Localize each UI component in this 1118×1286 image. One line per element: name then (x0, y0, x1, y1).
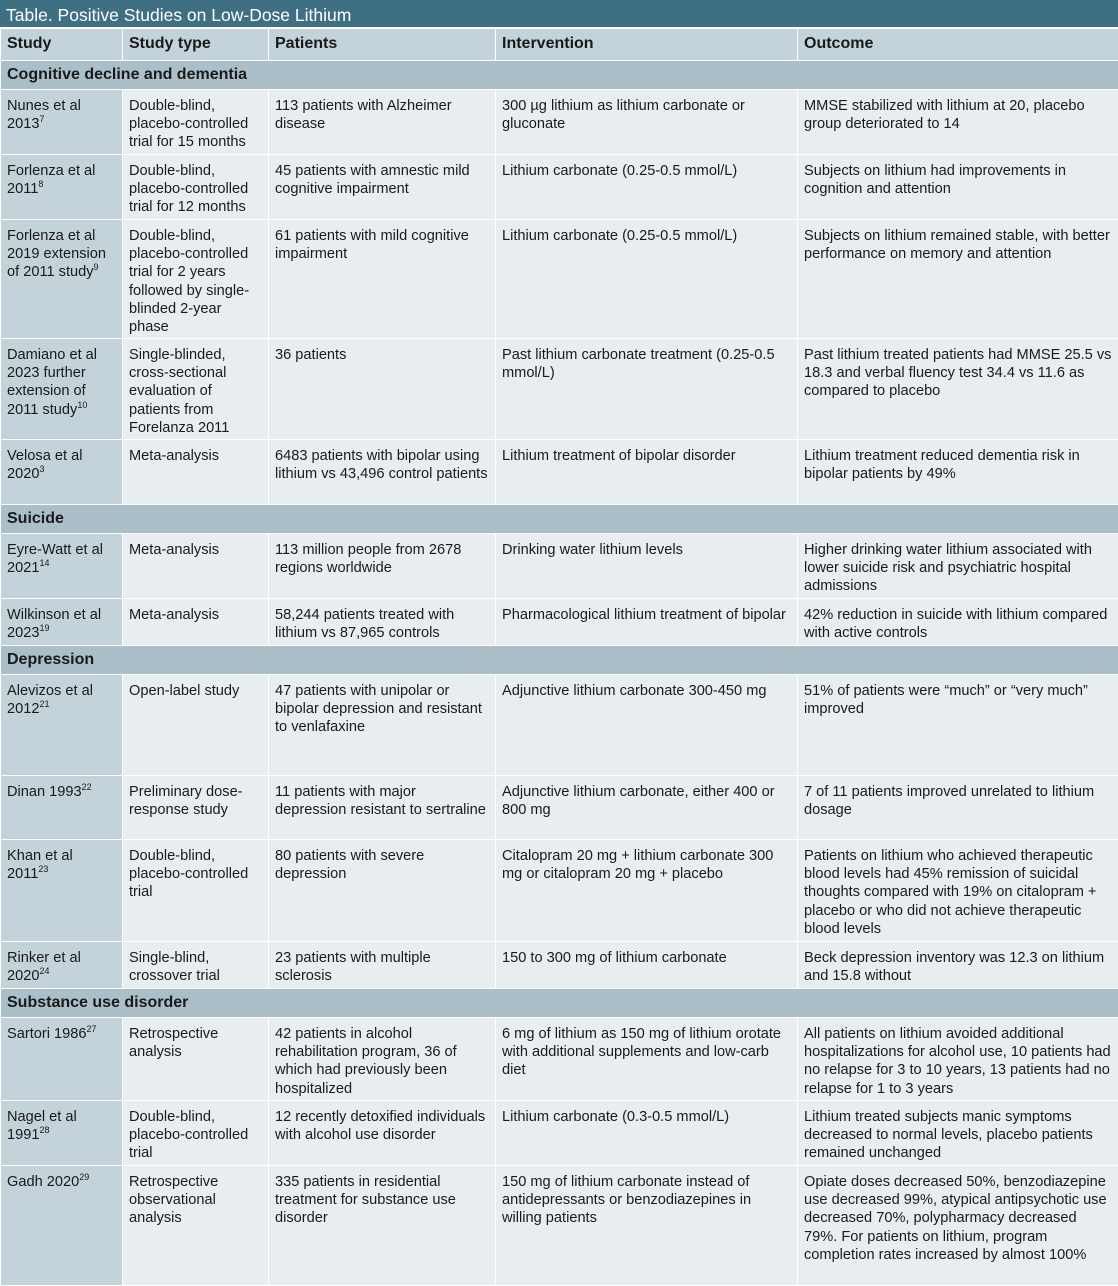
study-name: Forlenza et al 2019 extension of 2011 study (7, 228, 106, 280)
intervention-cell: Pharmacological lithium treatment of bipolar (496, 599, 798, 646)
reference-number: 8 (38, 179, 43, 189)
study-name: Velosa et al 2020 (7, 448, 82, 482)
intervention-cell: Lithium carbonate (0.3-0.5 mmol/L) (496, 1101, 798, 1166)
patients-cell: 113 million people from 2678 regions worldwide (269, 534, 496, 599)
reference-number: 9 (94, 263, 99, 273)
table-row (1, 220, 1118, 339)
study-name: Alevizos et al 2012 (7, 683, 93, 717)
reference-number: 29 (79, 1172, 89, 1182)
column-header-study-type: Study type (123, 29, 269, 61)
table-title: Table. Positive Studies on Low-Dose Lithium (0, 0, 1118, 28)
study-name: Eyre-Watt et al 2021 (7, 542, 103, 576)
outcome-cell: Patients on lithium who achieved therapeutic blood levels had 45% remission of suicidal thoughts compared with 19% on citalopram + placebo or who did not achieve therapeutic blood levels (798, 840, 1118, 942)
outcome-cell: Lithium treatment reduced dementia risk in bipolar patients by 49% (798, 440, 1118, 505)
reference-number: 28 (39, 1125, 49, 1135)
table-row (1, 675, 1118, 776)
intervention-cell: 6 mg of lithium as 150 mg of lithium orotate with additional supplements and low-carb diet (496, 1018, 798, 1101)
study-name: Dinan 1993 (7, 784, 82, 800)
intervention-cell: Drinking water lithium levels (496, 534, 798, 599)
study-type-cell: Retrospective analysis (123, 1018, 269, 1101)
outcome-cell: 42% reduction in suicide with lithium compared with active controls (798, 599, 1118, 646)
reference-number: 10 (77, 400, 87, 410)
table-row (1, 599, 1118, 646)
section-row (1, 505, 1118, 534)
study-name: Damiano et al 2023 further extension of 2011 study (7, 347, 97, 418)
study-name: Nagel et al 1991 (7, 1109, 77, 1143)
study-type-cell: Double-blind, placebo-controlled trial for 2 years followed by single-blinded 2-year phase (123, 220, 269, 339)
section-row (1, 646, 1118, 675)
study-type-cell: Meta-analysis (123, 440, 269, 505)
study-name: Khan et al 2011 (7, 848, 73, 882)
intervention-cell: 150 mg of lithium carbonate instead of antidepressants or benzodiazepines in willing patients (496, 1166, 798, 1286)
patients-cell: 335 patients in residential treatment for substance use disorder (269, 1166, 496, 1286)
table-row (1, 90, 1118, 155)
study-type-cell: Single-blind, crossover trial (123, 942, 269, 989)
outcome-cell: 51% of patients were “much” or “very much” improved (798, 675, 1118, 776)
intervention-cell: Adjunctive lithium carbonate 300-450 mg (496, 675, 798, 776)
patients-cell: 47 patients with unipolar or bipolar depression and resistant to venlafaxine (269, 675, 496, 776)
outcome-cell: Opiate doses decreased 50%, benzodiazepine use decreased 99%, atypical antipsychotic use decreased 70%, polypharmacy decreased 79%. For patients on lithium, program completion rates increased by almost 100% (798, 1166, 1118, 1286)
column-header-outcome: Outcome (798, 29, 1118, 61)
intervention-cell: 300 µg lithium as lithium carbonate or gluconate (496, 90, 798, 155)
table-body (1, 61, 1118, 1286)
outcome-cell: 7 of 11 patients improved unrelated to lithium dosage (798, 776, 1118, 840)
outcome-cell: Past lithium treated patients had MMSE 25.5 vs 18.3 and verbal fluency test 34.4 vs 11.6 as compared to placebo (798, 339, 1118, 440)
lithium-studies-table (0, 28, 1118, 1286)
study-cell (1, 220, 123, 339)
outcome-cell: Subjects on lithium had improvements in cognition and attention (798, 155, 1118, 220)
study-cell (1, 840, 123, 942)
section-header: Substance use disorder (1, 989, 1118, 1018)
reference-number: 19 (39, 623, 49, 633)
intervention-cell: Adjunctive lithium carbonate, either 400 or 800 mg (496, 776, 798, 840)
reference-number: 27 (87, 1024, 97, 1034)
study-name: Nunes et al 2013 (7, 98, 81, 132)
patients-cell: 61 patients with mild cognitive impairment (269, 220, 496, 339)
outcome-cell: MMSE stabilized with lithium at 20, placebo group deteriorated to 14 (798, 90, 1118, 155)
patients-cell: 80 patients with severe depression (269, 840, 496, 942)
study-name: Gadh 2020 (7, 1174, 79, 1190)
patients-cell: 45 patients with amnestic mild cognitive impairment (269, 155, 496, 220)
outcome-cell: All patients on lithium avoided additional hospitalizations for alcohol use, 10 patients had no relapse for 3 to 10 years, 13 patients had no relapse for 1 to 3 years (798, 1018, 1118, 1101)
study-type-cell: Preliminary dose-response study (123, 776, 269, 840)
intervention-cell: Lithium carbonate (0.25-0.5 mmol/L) (496, 155, 798, 220)
study-cell (1, 776, 123, 840)
patients-cell: 36 patients (269, 339, 496, 440)
patients-cell: 42 patients in alcohol rehabilitation program, 36 of which had previously been hospitalized (269, 1018, 496, 1101)
study-type-cell: Single-blinded, cross-sectional evaluation of patients from Forelanza 2011 (123, 339, 269, 440)
outcome-cell: Beck depression inventory was 12.3 on lithium and 15.8 without (798, 942, 1118, 989)
table-row (1, 776, 1118, 840)
table-row (1, 942, 1118, 989)
table-row (1, 155, 1118, 220)
table-row (1, 1018, 1118, 1101)
study-cell (1, 942, 123, 989)
section-row (1, 61, 1118, 90)
column-header-patients: Patients (269, 29, 496, 61)
table-row (1, 440, 1118, 505)
intervention-cell: Lithium carbonate (0.25-0.5 mmol/L) (496, 220, 798, 339)
study-cell (1, 1018, 123, 1101)
patients-cell: 12 recently detoxified individuals with alcohol use disorder (269, 1101, 496, 1166)
table-row (1, 534, 1118, 599)
table-row (1, 339, 1118, 440)
outcome-cell: Higher drinking water lithium associated with lower suicide risk and psychiatric hospital admissions (798, 534, 1118, 599)
study-cell (1, 440, 123, 505)
study-type-cell: Meta-analysis (123, 599, 269, 646)
table-row (1, 1166, 1118, 1286)
study-type-cell: Open-label study (123, 675, 269, 776)
study-type-cell: Double-blind, placebo-controlled trial (123, 840, 269, 942)
section-header: Cognitive decline and dementia (1, 61, 1118, 90)
study-type-cell: Double-blind, placebo-controlled trial for 12 months (123, 155, 269, 220)
study-cell (1, 1101, 123, 1166)
table-row (1, 1101, 1118, 1166)
patients-cell: 113 patients with Alzheimer disease (269, 90, 496, 155)
outcome-cell: Lithium treated subjects manic symptoms decreased to normal levels, placebo patients remained unchanged (798, 1101, 1118, 1166)
study-name: Wilkinson et al 2023 (7, 607, 101, 641)
patients-cell: 23 patients with multiple sclerosis (269, 942, 496, 989)
study-cell (1, 675, 123, 776)
study-type-cell: Double-blind, placebo-controlled trial (123, 1101, 269, 1166)
reference-number: 21 (39, 699, 49, 709)
reference-number: 14 (39, 558, 49, 568)
reference-number: 23 (38, 864, 48, 874)
study-cell (1, 339, 123, 440)
study-cell (1, 599, 123, 646)
section-header: Depression (1, 646, 1118, 675)
patients-cell: 6483 patients with bipolar using lithium vs 43,496 control patients (269, 440, 496, 505)
reference-number: 24 (39, 966, 49, 976)
outcome-cell: Subjects on lithium remained stable, with better performance on memory and attention (798, 220, 1118, 339)
study-name: Rinker et al 2020 (7, 950, 81, 984)
study-cell (1, 90, 123, 155)
study-type-cell: Meta-analysis (123, 534, 269, 599)
patients-cell: 11 patients with major depression resistant to sertraline (269, 776, 496, 840)
reference-number: 7 (39, 114, 44, 124)
column-header-intervention: Intervention (496, 29, 798, 61)
study-type-cell: Double-blind, placebo-controlled trial for 15 months (123, 90, 269, 155)
study-cell (1, 534, 123, 599)
intervention-cell: Past lithium carbonate treatment (0.25-0.5 mmol/L) (496, 339, 798, 440)
study-cell (1, 1166, 123, 1286)
intervention-cell: Citalopram 20 mg + lithium carbonate 300 mg or citalopram 20 mg + placebo (496, 840, 798, 942)
study-name: Forlenza et al 2011 (7, 163, 95, 197)
intervention-cell: Lithium treatment of bipolar disorder (496, 440, 798, 505)
study-name: Sartori 1986 (7, 1026, 87, 1042)
section-row (1, 989, 1118, 1018)
reference-number: 3 (39, 464, 44, 474)
column-header-study: Study (1, 29, 123, 61)
study-type-cell: Retrospective observational analysis (123, 1166, 269, 1286)
intervention-cell: 150 to 300 mg of lithium carbonate (496, 942, 798, 989)
section-header: Suicide (1, 505, 1118, 534)
reference-number: 22 (82, 782, 92, 792)
study-cell (1, 155, 123, 220)
header-row (1, 29, 1118, 61)
table-row (1, 840, 1118, 942)
patients-cell: 58,244 patients treated with lithium vs 87,965 controls (269, 599, 496, 646)
